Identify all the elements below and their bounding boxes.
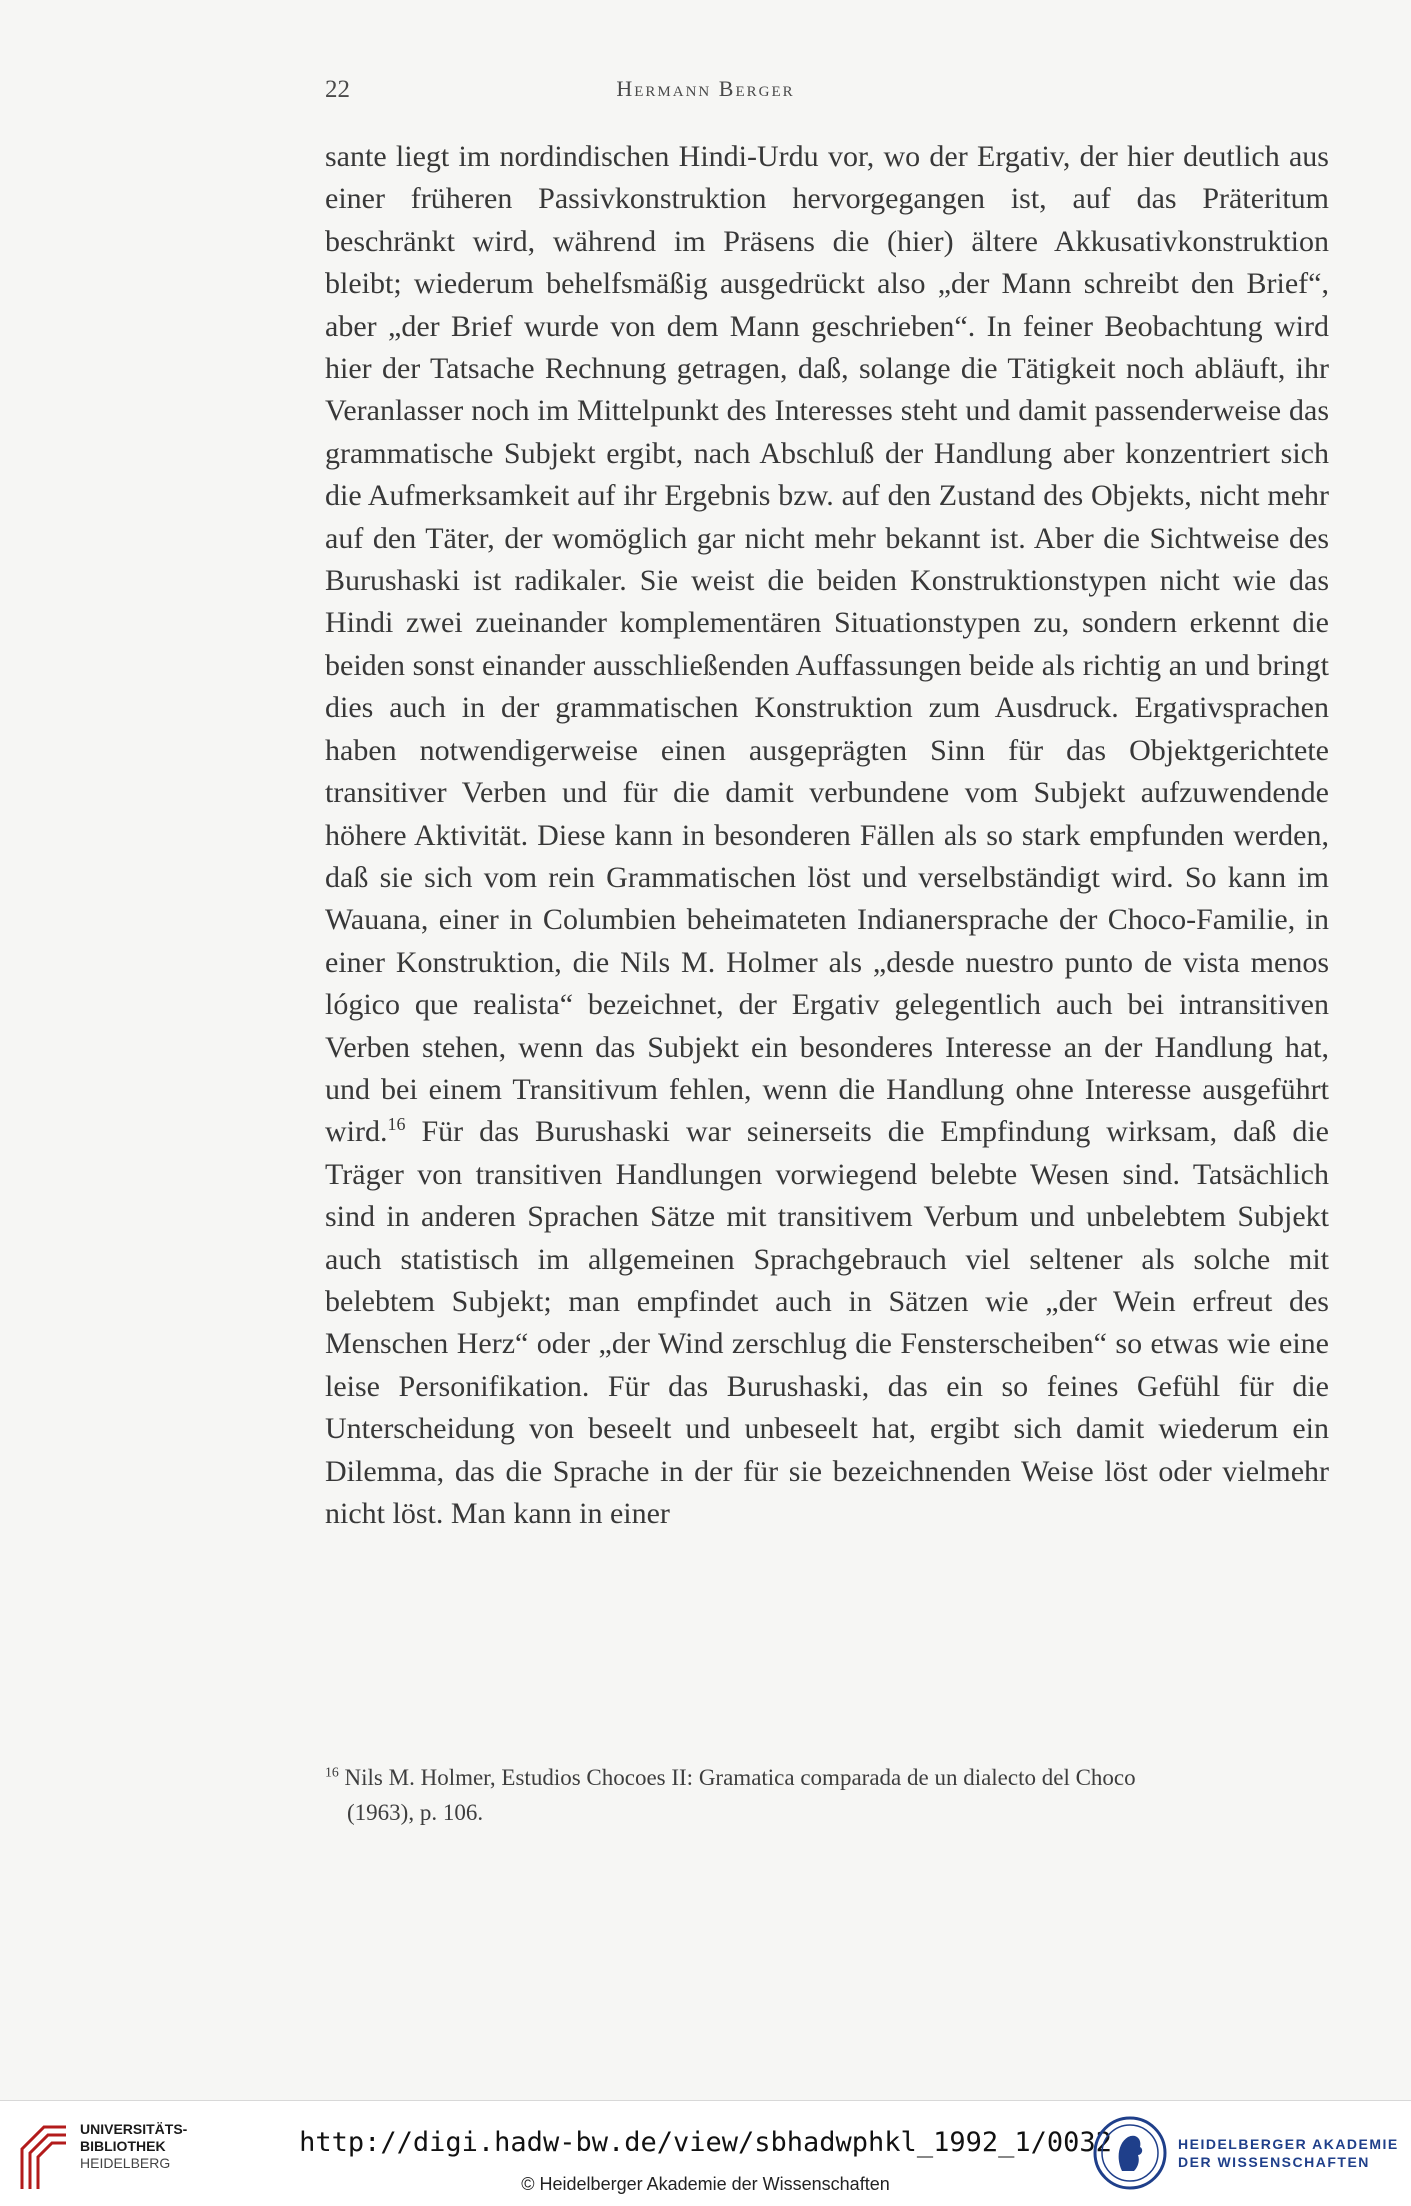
copyright-notice: © Heidelberger Akademie der Wissenschaften [521,2174,890,2194]
footnote-line-2: (1963), p. 106. [347,1800,484,1825]
academy-line-2: DER WISSENSCHAFTEN [1178,2154,1370,2170]
academy-seal-icon[interactable] [1092,2115,1168,2191]
footnote-line-1 [325,1760,1329,1795]
ub-line-1: UNIVERSITÄTS- [80,2121,188,2137]
body-text-part-2: Für das Burushaski war seinerseits die Empfindung wirksam, daß die Träger von transitiven Handlungen vorwiegend belebte Wesen sind. Tatsächlich sind in anderen Sprachen Sätze mit transitivem Verbum und unbelebtem Subjekt auch statistisch im allgemeinen Sprachgebrauch viel seltener als solche mit belebtem Subjekt; man empfindet auch in Sätzen wie „der Wein erfreut des Menschen Herz“ oder „der Wind zerschlug die Fensterscheiben“ so etwas wie eine leise Personifikation. Für das Burushaski, das ein so feines Gefühl für die Unterscheidung von beseelt und unbeseelt hat, ergibt sich damit wiederum ein Dilemma, das die Sprache in der für sie bezeichnenden Weise löst oder vielmehr nicht löst. Man kann in einer [325,1115,1329,1530]
viewer-footer [0,2100,1411,2206]
academy-line-1: HEIDELBERGER AKADEMIE [1178,2136,1399,2152]
footnote [325,1760,1329,1830]
ub-line-3: HEIDELBERG [80,2155,171,2171]
body-text-part-1: sante liegt im nordindischen Hindi-Urdu vor, wo der Ergativ, der hier deutlich aus einer früheren Passivkonstruktion hervorgegangen ist, auf das Präteritum beschränkt wird, während im Präsens die (hier) ältere Akkusativkonstruktion bleibt; wiederum behelfsmäßig ausgedrückt also „der Mann schreibt den Brief“, aber „der Brief wurde von dem Mann geschrieben“. In feiner Beobachtung wird hier der Tatsache Rechnung getragen, daß, solange die Tätigkeit noch abläuft, ihr Veranlasser noch im Mittelpunkt des Interesses steht und damit passenderweise das grammatische Subjekt ergibt, nach Abschluß der Handlung aber konzentriert sich die Aufmerksamkeit auf ihr Ergebnis bzw. auf den Zustand des Objekts, nicht mehr auf den Täter, der womöglich gar nicht mehr bekannt ist. Aber die Sichtweise des Burushaski ist radikaler. Sie weist die beiden Konstruktionstypen nicht wie das Hindi zwei zueinander komplementären Situationstypen zu, sondern erkennt die beiden sonst einander ausschließenden Auffassungen beide als richtig an und bringt dies auch in der grammatischen Konstruktion zum Ausdruck. Ergativsprachen haben notwendigerweise einen ausgeprägten Sinn für das Objektgerichtete transitiver Verben und für die damit verbundene vom Subjekt aufzuwendende höhere Aktivität. Diese kann in besonderen Fällen als so stark empfunden werden, daß sie sich vom rein Grammatischen löst und verselbständigt wird. So kann im Wauana, einer in Columbien beheimateten Indianersprache der Choco-Familie, in einer Konstruktion, die Nils M. Holmer als „desde nuestro punto de vista menos lógico que realista“ bezeichnet, der Ergativ gelegentlich auch bei intransitiven Verben stehen, wenn das Subjekt ein besonderes Interesse an der Handlung hat, und bei einem Transitivum fehlen, wenn die Handlung ohne Interesse ausgeführt wird. [325,140,1329,1149]
footnote-reference[interactable]: 16 [387,1114,406,1135]
body-paragraph [325,136,1329,1535]
academy-name [1178,2135,1399,2171]
footnote-text: Nils M. Holmer, Estudios Chocoes II: Gramatica comparada de un dialecto del Choco [344,1765,1136,1790]
footnote-number: 16 [325,1764,339,1780]
ub-line-2: BIBLIOTHEK [80,2138,166,2154]
page-number: 22 [325,76,350,103]
permalink-url[interactable]: http://digi.hadw-bw.de/view/sbhadwphkl_1992_1/0032 [299,2127,1112,2158]
running-head: Hermann Berger [616,76,795,101]
